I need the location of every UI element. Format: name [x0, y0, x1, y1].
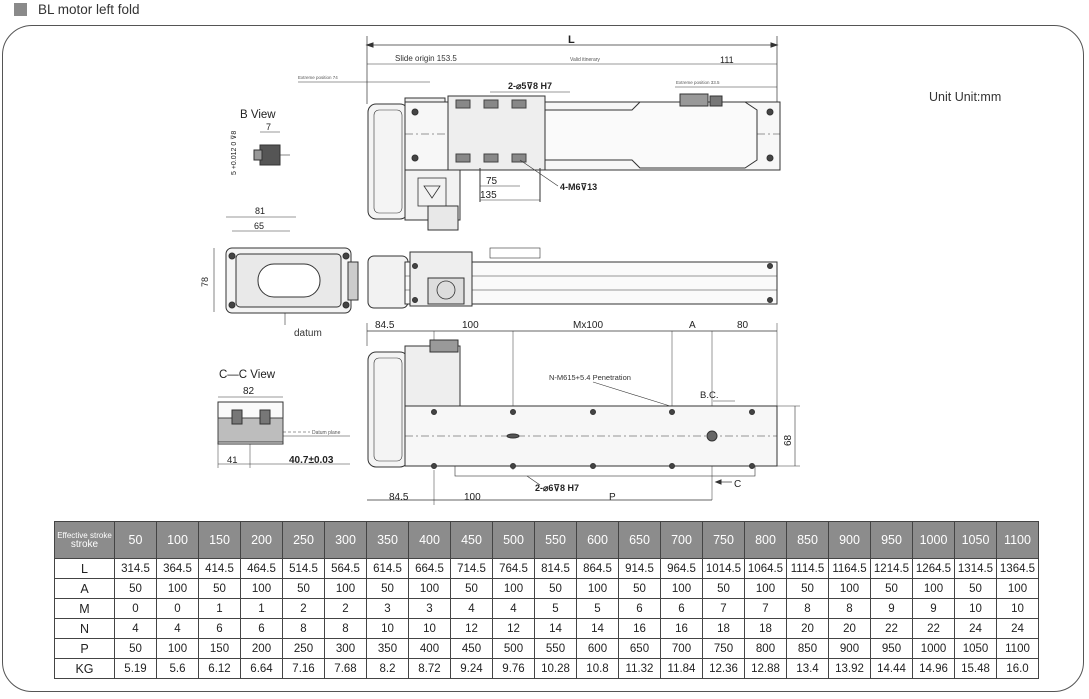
table-cell: 1214.5 [871, 559, 913, 579]
stroke-column-header: 150 [199, 522, 241, 559]
front-view [367, 320, 800, 505]
table-cell: 18 [745, 619, 787, 639]
thread-spec: 4-M6⊽13 [560, 182, 598, 192]
table-cell: 9 [913, 599, 955, 619]
stroke-column-header: 500 [493, 522, 535, 559]
table-cell: 1364.5 [997, 559, 1039, 579]
stroke-column-header: 100 [157, 522, 199, 559]
table-cell: 12.36 [703, 659, 745, 679]
stroke-column-header: 300 [325, 522, 367, 559]
table-cell: 13.92 [829, 659, 871, 679]
table-cell: 550 [535, 639, 577, 659]
table-cell: 18 [703, 619, 745, 639]
dim-65: 65 [254, 221, 265, 231]
table-cell: 0 [157, 599, 199, 619]
table-cell: 2 [325, 599, 367, 619]
table-cell: 100 [409, 579, 451, 599]
b-view-title: B View [240, 109, 276, 121]
stroke-column-header: 450 [451, 522, 493, 559]
table-cell: 364.5 [157, 559, 199, 579]
table-cell: 8 [829, 599, 871, 619]
penetration-label: N-M615+5.4 Penetration [549, 373, 631, 382]
table-cell: 100 [997, 579, 1039, 599]
table-cell: 664.5 [409, 559, 451, 579]
table-cell: 50 [787, 579, 829, 599]
table-cell: 100 [745, 579, 787, 599]
table-cell: 600 [577, 639, 619, 659]
table-cell: 11.32 [619, 659, 661, 679]
table-cell: 5 [535, 599, 577, 619]
table-cell: 100 [493, 579, 535, 599]
table-cell: 50 [451, 579, 493, 599]
table-cell: 24 [997, 619, 1039, 639]
table-cell: 100 [241, 579, 283, 599]
table-cell: 914.5 [619, 559, 661, 579]
table-cell: 6 [241, 619, 283, 639]
top-view [298, 34, 780, 230]
table-cell: 5.6 [157, 659, 199, 679]
table-cell: 20 [829, 619, 871, 639]
table-cell: 5.19 [115, 659, 157, 679]
table-cell: 1064.5 [745, 559, 787, 579]
dim-845-top: 84.5 [375, 320, 395, 331]
table-cell: 14.44 [871, 659, 913, 679]
table-cell: 1014.5 [703, 559, 745, 579]
table-cell: 1264.5 [913, 559, 955, 579]
table-cell: 7 [745, 599, 787, 619]
table-cell: 950 [871, 639, 913, 659]
stroke-column-header: 750 [703, 522, 745, 559]
table-cell: 50 [703, 579, 745, 599]
table-cell: 450 [451, 639, 493, 659]
table-cell: 1000 [913, 639, 955, 659]
hole-spec-top: 2-⌀5⊽8 H7 [508, 81, 553, 91]
dim-100-top: 100 [462, 320, 479, 331]
table-cell: 9.24 [451, 659, 493, 679]
table-cell: 400 [409, 639, 451, 659]
table-cell: 50 [955, 579, 997, 599]
table-cell: 6 [619, 599, 661, 619]
table-cell: 16 [661, 619, 703, 639]
table-cell: 1050 [955, 639, 997, 659]
table-cell: 50 [619, 579, 661, 599]
table-cell: 1314.5 [955, 559, 997, 579]
table-cell: 22 [913, 619, 955, 639]
stroke-column-header: 950 [871, 522, 913, 559]
cc-dim-407: 40.7±0.03 [289, 455, 334, 466]
table-cell: 50 [535, 579, 577, 599]
stroke-column-header: 200 [241, 522, 283, 559]
table-cell: 11.84 [661, 659, 703, 679]
b-view-dim-height: 5 +0.012 0 ⊽8 [231, 130, 238, 175]
table-cell: 6 [661, 599, 703, 619]
table-cell: 8.2 [367, 659, 409, 679]
stroke-column-header: 650 [619, 522, 661, 559]
table-cell: 50 [115, 579, 157, 599]
table-cell: 800 [745, 639, 787, 659]
table-cell: 8 [787, 599, 829, 619]
table-cell: 50 [115, 639, 157, 659]
dim-845-bottom: 84.5 [389, 492, 409, 503]
row-label: P [55, 639, 115, 659]
table-row [55, 639, 1039, 659]
table-cell: 614.5 [367, 559, 409, 579]
c-label: C [734, 479, 742, 490]
row-label: M [55, 599, 115, 619]
table-cell: 5 [577, 599, 619, 619]
table-cell: 750 [703, 639, 745, 659]
table-cell: 9.76 [493, 659, 535, 679]
row-label: KG [55, 659, 115, 679]
dim-111: 111 [720, 55, 734, 65]
table-cell: 964.5 [661, 559, 703, 579]
table-cell: 16 [619, 619, 661, 639]
stroke-column-header: 800 [745, 522, 787, 559]
table-cell: 3 [367, 599, 409, 619]
dim-A: A [689, 320, 696, 331]
valid-itinerary-label: Valid itinerary [570, 57, 600, 63]
table-cell: 464.5 [241, 559, 283, 579]
table-cell: 200 [241, 639, 283, 659]
table-cell: 24 [955, 619, 997, 639]
table-cell: 100 [157, 579, 199, 599]
stroke-column-header: 250 [283, 522, 325, 559]
table-header-row [55, 522, 1039, 559]
bc-label: B.C. [700, 390, 719, 401]
table-cell: 100 [829, 579, 871, 599]
table-body [55, 559, 1039, 679]
table-cell: 7 [703, 599, 745, 619]
spec-table [54, 521, 1039, 679]
table-cell: 10 [997, 599, 1039, 619]
corner-bottom-label: stroke [70, 539, 99, 550]
table-cell: 10.8 [577, 659, 619, 679]
table-cell: 150 [199, 639, 241, 659]
dim-L: L [568, 34, 575, 46]
table-cell: 3 [409, 599, 451, 619]
stroke-column-header: 1000 [913, 522, 955, 559]
table-cell: 6.64 [241, 659, 283, 679]
table-cell: 900 [829, 639, 871, 659]
table-cell: 4 [115, 619, 157, 639]
table-cell: 2 [283, 599, 325, 619]
table-cell: 100 [661, 579, 703, 599]
dim-135: 135 [480, 190, 497, 201]
b-view [230, 109, 290, 175]
stroke-column-header: 900 [829, 522, 871, 559]
table-cell: 4 [157, 619, 199, 639]
table-cell: 564.5 [325, 559, 367, 579]
table-cell: 8 [325, 619, 367, 639]
stroke-column-header: 850 [787, 522, 829, 559]
table-cell: 814.5 [535, 559, 577, 579]
stroke-column-header: 50 [115, 522, 157, 559]
table-cell: 13.4 [787, 659, 829, 679]
cc-dim-41: 41 [227, 455, 238, 466]
side-view [368, 248, 777, 308]
dim-78: 78 [200, 276, 210, 287]
dim-100-bottom: 100 [464, 492, 481, 503]
table-cell: 100 [157, 639, 199, 659]
table-cell: 1100 [997, 639, 1039, 659]
table-cell: 350 [367, 639, 409, 659]
table-cell: 50 [871, 579, 913, 599]
table-cell: 22 [871, 619, 913, 639]
table-cell: 20 [787, 619, 829, 639]
table-cell: 10 [409, 619, 451, 639]
table-cell: 0 [115, 599, 157, 619]
dim-68: 68 [783, 434, 794, 446]
table-corner-header [55, 522, 115, 559]
table-cell: 300 [325, 639, 367, 659]
extreme-right-label: Extreme position 33.5 [676, 80, 720, 85]
b-view-dim-7: 7 [266, 122, 272, 132]
table-cell: 10.28 [535, 659, 577, 679]
table-cell: 650 [619, 639, 661, 659]
table-cell: 50 [199, 579, 241, 599]
table-cell: 50 [367, 579, 409, 599]
table-cell: 8 [283, 619, 325, 639]
table-row [55, 559, 1039, 579]
hole-spec-bottom: 2-⌀6⊽8 H7 [535, 483, 580, 493]
table-cell: 864.5 [577, 559, 619, 579]
table-cell: 14.96 [913, 659, 955, 679]
table-cell: 7.16 [283, 659, 325, 679]
page-title: BL motor left fold [38, 2, 140, 17]
dim-80: 80 [737, 320, 749, 331]
table-cell: 12.88 [745, 659, 787, 679]
row-label: L [55, 559, 115, 579]
unit-label: Unit Unit:mm [929, 90, 1002, 104]
table-cell: 100 [325, 579, 367, 599]
end-view [200, 206, 358, 339]
slide-origin-label: Slide origin 153.5 [395, 54, 457, 63]
cc-view [218, 369, 350, 468]
stroke-column-header: 550 [535, 522, 577, 559]
stroke-column-header: 600 [577, 522, 619, 559]
table-cell: 250 [283, 639, 325, 659]
table-cell: 500 [493, 639, 535, 659]
table-cell: 100 [577, 579, 619, 599]
row-label: N [55, 619, 115, 639]
table-cell: 1 [199, 599, 241, 619]
stroke-column-header: 1100 [997, 522, 1039, 559]
table-cell: 12 [493, 619, 535, 639]
table-cell: 8.72 [409, 659, 451, 679]
table-cell: 4 [451, 599, 493, 619]
datum-label: datum [294, 328, 322, 339]
table-cell: 414.5 [199, 559, 241, 579]
table-cell: 314.5 [115, 559, 157, 579]
table-cell: 4 [493, 599, 535, 619]
table-cell: 1164.5 [829, 559, 871, 579]
table-cell: 514.5 [283, 559, 325, 579]
table-row [55, 599, 1039, 619]
table-cell: 12 [451, 619, 493, 639]
table-cell: 764.5 [493, 559, 535, 579]
datum-plane-label: Datum plane [312, 430, 341, 436]
table-row [55, 659, 1039, 679]
extreme-left-label: Extreme position 74 [298, 75, 338, 80]
table-cell: 100 [913, 579, 955, 599]
stroke-column-header: 350 [367, 522, 409, 559]
cc-dim-82: 82 [243, 386, 255, 397]
table-cell: 14 [577, 619, 619, 639]
table-row [55, 579, 1039, 599]
table-cell: 16.0 [997, 659, 1039, 679]
table-cell: 7.68 [325, 659, 367, 679]
corner-top-label: Effective stroke [57, 531, 112, 540]
stroke-column-header: 400 [409, 522, 451, 559]
dim-P: P [609, 492, 616, 503]
table-cell: 10 [367, 619, 409, 639]
table-cell: 14 [535, 619, 577, 639]
table-cell: 9 [871, 599, 913, 619]
table-cell: 1 [241, 599, 283, 619]
table-cell: 1114.5 [787, 559, 829, 579]
dim-Mx100: Mx100 [573, 320, 604, 331]
cc-view-title: C—C View [219, 369, 276, 381]
table-cell: 714.5 [451, 559, 493, 579]
table-cell: 15.48 [955, 659, 997, 679]
table-cell: 850 [787, 639, 829, 659]
dim-81: 81 [255, 206, 266, 216]
row-label: A [55, 579, 115, 599]
table-cell: 700 [661, 639, 703, 659]
table-row [55, 619, 1039, 639]
table-cell: 50 [283, 579, 325, 599]
stroke-column-header: 1050 [955, 522, 997, 559]
table-cell: 6 [199, 619, 241, 639]
stroke-column-header: 700 [661, 522, 703, 559]
table-cell: 10 [955, 599, 997, 619]
table-cell: 6.12 [199, 659, 241, 679]
dim-75: 75 [486, 176, 498, 187]
